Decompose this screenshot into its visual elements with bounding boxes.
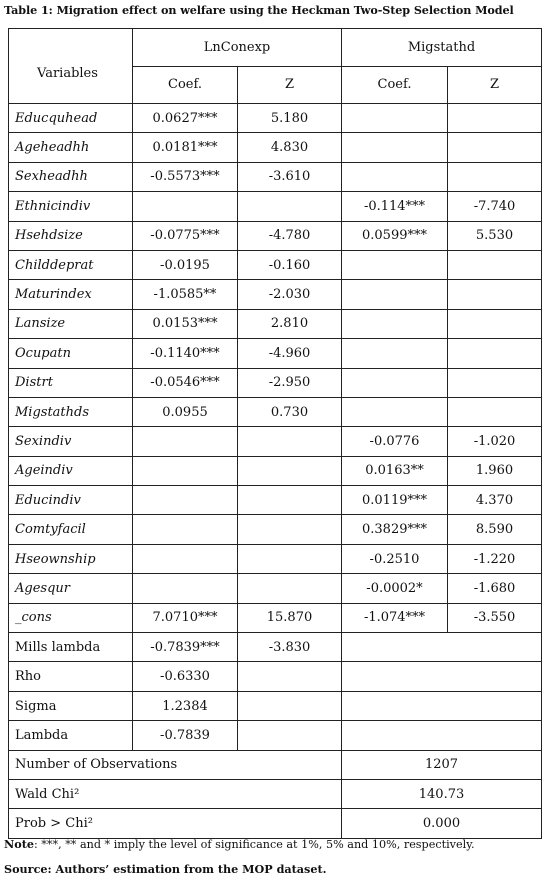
table-row	[9, 662, 542, 691]
migstathd-z: 4.370	[448, 486, 542, 515]
migstathd-coef: -0.0776	[342, 427, 448, 456]
variable-name: Agesqur	[9, 574, 133, 603]
lnconexp-z	[238, 456, 342, 485]
migstathd-coef	[342, 397, 448, 426]
lnconexp-coef: 0.0955	[133, 397, 238, 426]
table-row	[9, 339, 542, 368]
table-row	[9, 192, 542, 221]
table-note	[4, 837, 475, 851]
table-row	[9, 779, 542, 808]
variable-name: Ethnicindiv	[9, 192, 133, 221]
statistic-name: Number of Observations	[9, 750, 342, 779]
lnconexp-coef: 0.0153***	[133, 309, 238, 338]
migstathd-coef	[342, 339, 448, 368]
lnconexp-coef: -0.7839***	[133, 633, 238, 662]
lnconexp-coef: -0.7839	[133, 721, 238, 750]
table-row	[9, 721, 542, 750]
table-row	[9, 368, 542, 397]
migstathd-coef: -0.2510	[342, 544, 448, 573]
lnconexp-coef: 7.0710***	[133, 603, 238, 632]
lnconexp-z	[238, 574, 342, 603]
migstathd-z	[448, 339, 542, 368]
migstathd-z	[448, 368, 542, 397]
table-row	[9, 456, 542, 485]
lnconexp-z	[238, 486, 342, 515]
table-row	[9, 280, 542, 309]
table-row	[9, 809, 542, 838]
variable-name: Hseownship	[9, 544, 133, 573]
lnconexp-z: -3.610	[238, 162, 342, 191]
variable-name: Ageheadhh	[9, 133, 133, 162]
table-row	[9, 603, 542, 632]
variable-name: Maturindex	[9, 280, 133, 309]
statistic-name: Prob > Chi²	[9, 809, 342, 838]
table-row	[9, 221, 542, 250]
lnconexp-z	[238, 427, 342, 456]
migstathd-z: 1.960	[448, 456, 542, 485]
variable-name: Migstathds	[9, 397, 133, 426]
migstathd-z	[448, 280, 542, 309]
table-row	[9, 133, 542, 162]
variable-name: Comtyfacil	[9, 515, 133, 544]
lnconexp-z: -2.950	[238, 368, 342, 397]
lnconexp-coef	[133, 486, 238, 515]
migstathd-empty	[342, 662, 542, 691]
migstathd-z	[448, 104, 542, 133]
statistic-name: Mills lambda	[9, 633, 133, 662]
table-row	[9, 691, 542, 720]
migstathd-z: -1.020	[448, 427, 542, 456]
variable-name: Childdeprat	[9, 250, 133, 279]
variable-name: Educquhead	[9, 104, 133, 133]
lnconexp-z	[238, 192, 342, 221]
lnconexp-coef: -0.0195	[133, 250, 238, 279]
table-row	[9, 574, 542, 603]
lnconexp-z: 15.870	[238, 603, 342, 632]
table-row	[9, 309, 542, 338]
table-row	[9, 486, 542, 515]
z-header: Z	[448, 66, 542, 104]
migstathd-z: -1.220	[448, 544, 542, 573]
lnconexp-z: 5.180	[238, 104, 342, 133]
lnconexp-coef	[133, 192, 238, 221]
lnconexp-z	[238, 515, 342, 544]
variable-name: _cons	[9, 603, 133, 632]
lnconexp-coef: -0.1140***	[133, 339, 238, 368]
note-label: Note	[4, 837, 34, 851]
migstathd-empty	[342, 633, 542, 662]
migstathd-z: -7.740	[448, 192, 542, 221]
table-row	[9, 162, 542, 191]
table-row	[9, 515, 542, 544]
statistic-value: 0.000	[342, 809, 542, 838]
lnconexp-coef: 1.2384	[133, 691, 238, 720]
lnconexp-coef	[133, 515, 238, 544]
table-row	[9, 544, 542, 573]
note-text: : ***, ** and * imply the level of significance at 1%, 5% and 10%, respectively.	[33, 838, 475, 851]
lnconexp-coef: -0.6330	[133, 662, 238, 691]
header-row-groups	[9, 29, 542, 67]
variable-name: Lansize	[9, 309, 133, 338]
migstathd-z	[448, 133, 542, 162]
table-row	[9, 250, 542, 279]
lnconexp-coef: -0.0546***	[133, 368, 238, 397]
lnconexp-coef	[133, 544, 238, 573]
migstathd-coef: -0.0002*	[342, 574, 448, 603]
table-source: Source: Authors’ estimation from the MOP dataset.	[4, 862, 327, 876]
statistic-name: Rho	[9, 662, 133, 691]
table-row	[9, 397, 542, 426]
statistic-name: Sigma	[9, 691, 133, 720]
variable-name: Ocupatn	[9, 339, 133, 368]
migstathd-z: -3.550	[448, 603, 542, 632]
lnconexp-coef: -0.5573***	[133, 162, 238, 191]
migstathd-coef	[342, 309, 448, 338]
lnconexp-z: -3.830	[238, 633, 342, 662]
lnconexp-header: LnConexp	[133, 29, 342, 67]
variable-name: Hsehdsize	[9, 221, 133, 250]
migstathd-coef: -0.114***	[342, 192, 448, 221]
migstathd-coef: 0.0163**	[342, 456, 448, 485]
lnconexp-z: -0.160	[238, 250, 342, 279]
lnconexp-coef: 0.0181***	[133, 133, 238, 162]
variable-name: Ageindiv	[9, 456, 133, 485]
statistic-value: 140.73	[342, 779, 542, 808]
coef-header: Coef.	[133, 66, 238, 104]
migstathd-coef	[342, 104, 448, 133]
results-table	[8, 28, 542, 839]
table-title: Table 1: Migration effect on welfare using the Heckman Two-Step Selection Model	[4, 3, 514, 17]
lnconexp-coef	[133, 427, 238, 456]
statistic-name: Lambda	[9, 721, 133, 750]
table-row	[9, 104, 542, 133]
migstathd-coef: 0.3829***	[342, 515, 448, 544]
lnconexp-z: -2.030	[238, 280, 342, 309]
lnconexp-z: 0.730	[238, 397, 342, 426]
variable-name: Educindiv	[9, 486, 133, 515]
lnconexp-z	[238, 544, 342, 573]
variable-name: Sexheadhh	[9, 162, 133, 191]
lnconexp-coef: -0.0775***	[133, 221, 238, 250]
lnconexp-z: -4.780	[238, 221, 342, 250]
lnconexp-coef	[133, 456, 238, 485]
lnconexp-z	[238, 662, 342, 691]
migstathd-coef	[342, 280, 448, 309]
migstathd-z: -1.680	[448, 574, 542, 603]
migstathd-coef	[342, 133, 448, 162]
statistic-name: Wald Chi²	[9, 779, 342, 808]
migstathd-z	[448, 250, 542, 279]
lnconexp-z: 4.830	[238, 133, 342, 162]
lnconexp-coef: -1.0585**	[133, 280, 238, 309]
lnconexp-coef: 0.0627***	[133, 104, 238, 133]
table-row	[9, 427, 542, 456]
migstathd-z: 5.530	[448, 221, 542, 250]
lnconexp-z: 2.810	[238, 309, 342, 338]
statistic-value: 1207	[342, 750, 542, 779]
z-header: Z	[238, 66, 342, 104]
migstathd-z	[448, 397, 542, 426]
migstathd-z	[448, 309, 542, 338]
lnconexp-coef	[133, 574, 238, 603]
coef-header: Coef.	[342, 66, 448, 104]
migstathd-z	[448, 162, 542, 191]
migstathd-empty	[342, 691, 542, 720]
migstathd-empty	[342, 721, 542, 750]
lnconexp-z: -4.960	[238, 339, 342, 368]
migstathd-coef: 0.0599***	[342, 221, 448, 250]
migstathd-coef	[342, 250, 448, 279]
lnconexp-z	[238, 721, 342, 750]
variable-name: Sexindiv	[9, 427, 133, 456]
migstathd-coef	[342, 162, 448, 191]
variables-header: Variables	[9, 29, 133, 104]
migstathd-coef: -1.074***	[342, 603, 448, 632]
variable-name: Distrt	[9, 368, 133, 397]
table-row	[9, 633, 542, 662]
migstathd-coef	[342, 368, 448, 397]
migstathd-z: 8.590	[448, 515, 542, 544]
migstathd-header: Migstathd	[342, 29, 542, 67]
lnconexp-z	[238, 691, 342, 720]
migstathd-coef: 0.0119***	[342, 486, 448, 515]
table-row	[9, 750, 542, 779]
